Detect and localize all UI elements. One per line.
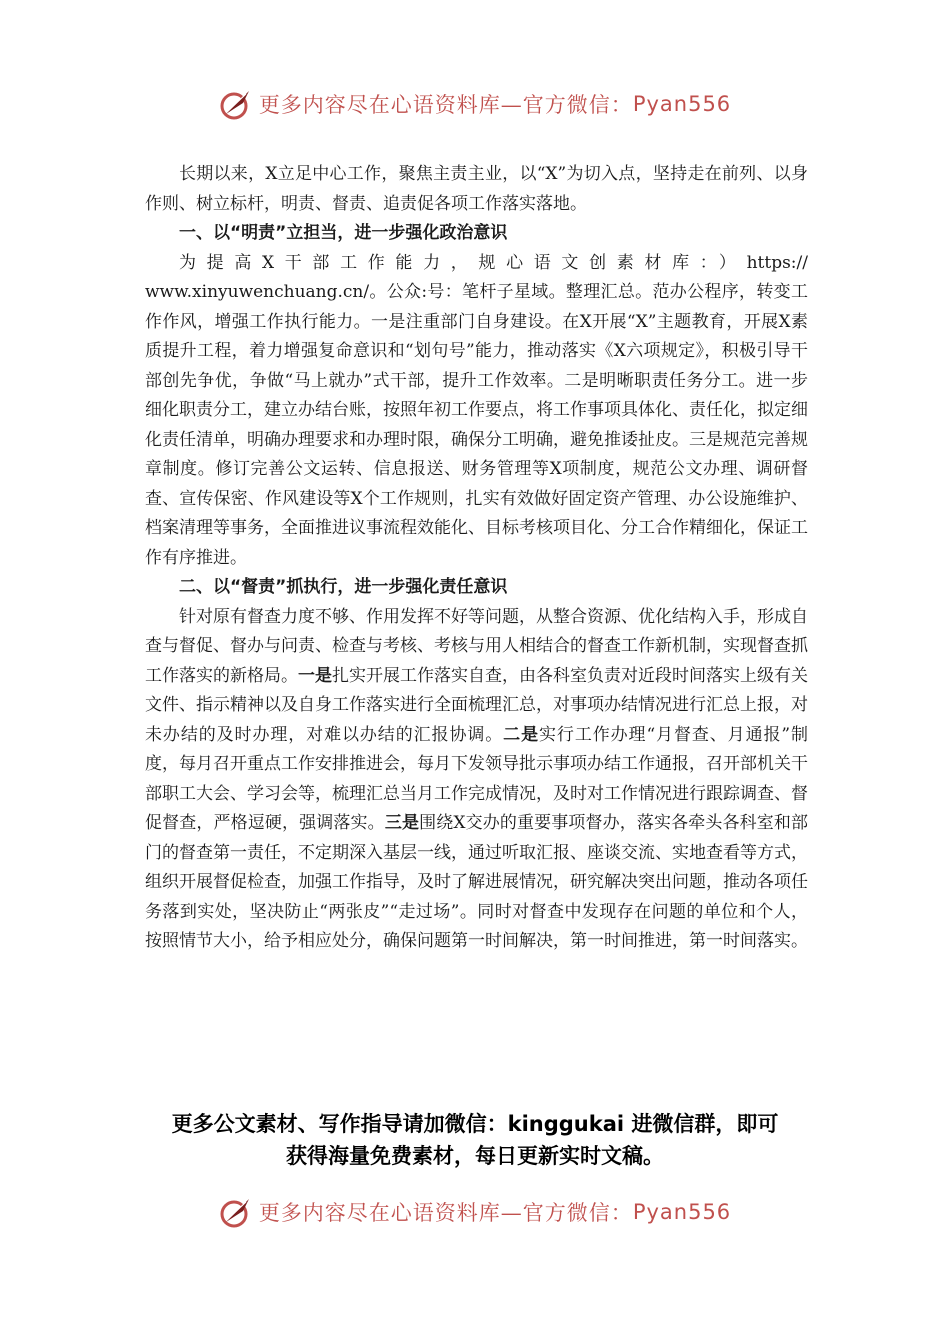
quill-logo-icon xyxy=(219,87,253,121)
lead-two: 二是 xyxy=(503,724,539,745)
section1-heading: 一、以“明责”立担当，进一步强化政治意识 xyxy=(179,223,508,243)
section2-text-a: 针对原有督查力度不够、作用发挥不好等问题，从整合资源、优化结构入手，形成自查与督促、督办与问责、检查与考核、考核与用人相结合的督查工作新机制，实现督查抓工作落实的新格局。 xyxy=(145,606,808,686)
section2-text-d: 围绕X交办的重要事项督办，落实各牵头各科室和部门的督查第一责任，不定期深入基层一线，通过听取汇报、座谈交流、实地查看等方式，组织开展督促检查，加强工作指导，及时了解进展情况，研究解决突出问题，推动各项任务落到实处，坚决防止“两张皮”“走过场”。同时对督查中发现存在问题的单位和个人，按照情节大小，给予相应处分，确保问题第一时间解决，第一时间推进，第一时间落实。 xyxy=(145,813,809,951)
footer-banner xyxy=(0,1192,950,1232)
section2-text-c: 实行工作办理“月督查、月通报”制度，每月召开重点工作安排推进会，每月下发领导批示事项办结工作通报，召开部机关干部职工大会、学习会等，梳理汇总当月工作完成情况，及时对工作情况进行跟踪调查、督促督查，严格逗硬，强调落实。 xyxy=(145,724,809,833)
promo-line-2: 获得海量免费素材，每日更新实时文稿。 xyxy=(286,1144,664,1168)
promo-line-1: 更多公文素材、写作指导请加微信：kinggukai 进微信群，即可 xyxy=(171,1112,779,1136)
section1-first-line: 为提高X干部工作能力，规心语文创素材库：）https:// xyxy=(179,252,808,273)
lead-one: 一是 xyxy=(298,665,332,686)
banner-wechat-id: Pyan556 xyxy=(632,1200,732,1224)
banner-text: 更多内容尽在心语资料库—官方微信： xyxy=(258,1201,633,1225)
header-banner xyxy=(0,84,950,124)
section1-paragraph: www.xinyuwenchuang.cn/。公众:号：笔杆子星域。整理汇总。范办公程序，转变工作作风，增强工作执行能力。一是注重部门自身建设。在X开展“X”主题教育，开展X素质提升工程，着力增强复命意识和“划句号”能力，推动落实《X六项规定》，积极引导干部创先争优，争做“马上就办”式干部，提升工作效率。二是明晰职责任务分工。进一步细化职责分工，建立办结台账，按照年初工作要点，将工作事项具体化、责任化，拟定细化责任清单，明确办理要求和办理时限，确保分工明确，避免推诿扯皮。三是规范完善规章制度。修订完善公文运转、信息报送、财务管理等X项制度，规范公文办理、调研督查、宣传保密、作风建设等X个工作规则，扎实有效做好固定资产管理、办公设施维护、档案清理等事务，全面推进议事流程效能化、目标考核项目化、分工合作精细化，保证工作有序推进。 xyxy=(145,282,808,568)
banner-wechat-id: Pyan556 xyxy=(632,92,732,116)
intro-paragraph: 长期以来，X立足中心工作，聚焦主责主业，以“X”为切入点，坚持走在前列、以身作则、树立标杆，明责、督责、追责促各项工作落实落地。 xyxy=(145,164,808,214)
quill-logo-icon xyxy=(219,1195,253,1229)
section2-heading: 二、以“督责”抓执行，进一步强化责任意识 xyxy=(179,577,508,597)
lead-three: 三是 xyxy=(384,813,420,833)
promo-block xyxy=(100,1108,850,1172)
section2-paragraph xyxy=(145,603,808,957)
section2-text-b: 扎实开展工作落实自查，由各科室负责对近段时间落实上级有关文件、指示精神以及自身工作落实进行全面梳理汇总，对事项办结情况进行汇总上报，对未办结的及时办理，对难以办结的汇报协调。 xyxy=(145,665,808,745)
banner-text: 更多内容尽在心语资料库—官方微信： xyxy=(258,93,633,117)
document-body xyxy=(145,160,808,957)
